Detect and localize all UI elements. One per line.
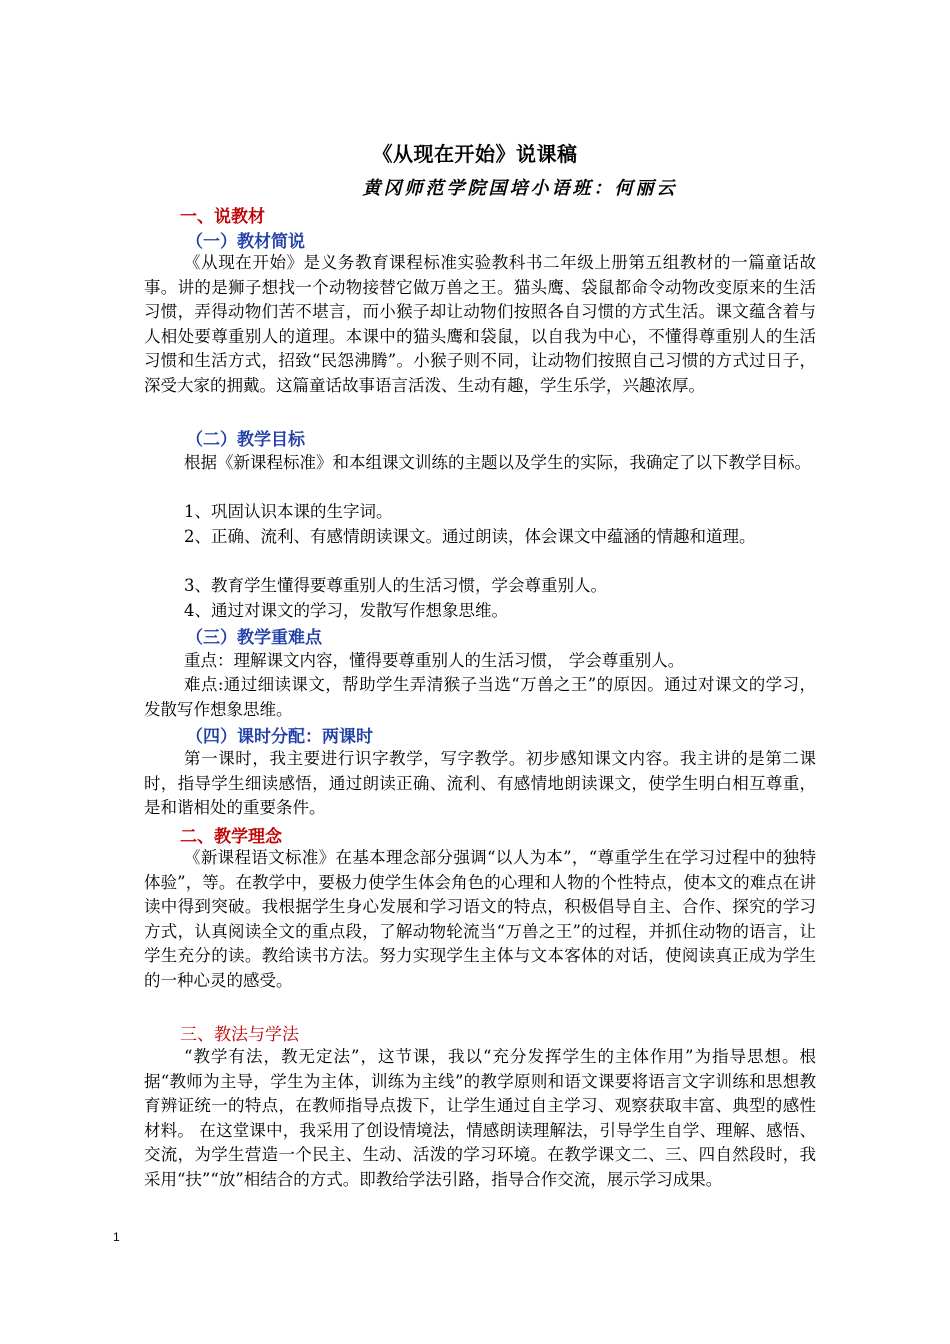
paragraph-difficulty: 难点:通过细读课文，帮助学生弄清猴子当选“万兽之王”的原因。通过对课文的学习，发散写作想象思维。 [144, 675, 816, 719]
goal-item-1: 1、巩固认识本课的生字词。 [184, 502, 393, 521]
paragraph-methods: “教学有法，教无定法”，这节课，我以“充分发挥学生的主体作用”为指导思想。根据“教师为主导，学生为主体，训练为主线”的教学原则和语文课要将语言文字训练和思想教育辨证统一的特点，在教师指导点拨下，让学生通过自主学习、观察获取丰富、典型的感性材料。 在这堂课中，我采用了创设情境法，情感朗读理解法，引导学生自学、理解、感悟、交流，为学生营造一个民主、生动、活泼的学习环境。在教学课文二、三、四自然段时，我采用“扶”“放”相结合的方式。即教给学法引路，指导合作交流，展示学习成果。 [144, 1047, 816, 1189]
paragraph-goals-intro: 根据《新课程标准》和本组课文训练的主题以及学生的实际，我确定了以下教学目标。 [184, 453, 811, 472]
page-title: 《从现在开始》说课稿 [372, 142, 578, 166]
page-number: 1 [113, 1230, 120, 1244]
section-heading-2: 二、教学理念 [180, 827, 282, 847]
subsection-heading-1-2: （二）教学目标 [186, 430, 305, 450]
paragraph-teaching-philosophy: 《新课程语文标准》在基本理念部分强调“以人为本”，“尊重学生在学习过程中的独特体验”，等。在教学中，要极力使学生体会角色的心理和人物的个性特点，使本文的难点在讲读中得到突破。我根据学生身心发展和学习语文的特点，积极倡导自主、合作、探究的学习方式，认真阅读全文的重点段，了解动物轮流当“万兽之王”的过程，并抓住动物的语言，让学生充分的读。教给读书方法。努力实现学生主体与文本客体的对话，使阅读真正成为学生的一种心灵的感受。 [144, 848, 816, 990]
section-heading-1: 一、说教材 [180, 207, 265, 227]
subsection-heading-1-3: （三）教学重难点 [186, 628, 322, 648]
paragraph-lesson-allocation: 第一课时，我主要进行识字教学，写字教学。初步感知课文内容。我主讲的是第二课时，指导学生细读感悟，通过朗读正确、流利、有感情地朗读课文，使学生明白相互尊重，是和谐相处的重要条件。 [144, 749, 816, 818]
goal-item-2: 2、正确、流利、有感情朗读课文。通过朗读，体会课文中蕴涵的情趣和道理。 [184, 527, 756, 546]
subsection-heading-1-4: （四）课时分配：两课时 [186, 727, 373, 747]
paragraph-textbook-intro: 《从现在开始》是义务教育课程标准实验教科书二年级上册第五组教材的一篇童话故事。讲的是狮子想找一个动物接替它做万兽之王。猫头鹰、袋鼠都命令动物改变原来的生活习惯，弄得动物们苦不堪言，而小猴子却让动物们按照各自习惯的方式生活。课文蕴含着与人相处要尊重别人的道理。本课中的猫头鹰和袋鼠，以自我为中心，不懂得尊重别人的生活习惯和生活方式，招致“民怨沸腾”。小猴子则不同，让动物们按照自己习惯的方式过日子，深受大家的拥戴。这篇童话故事语言活泼、生动有趣，学生乐学，兴趣浓厚。 [144, 253, 816, 395]
subsection-heading-1-1: （一）教材简说 [186, 232, 305, 252]
goal-item-4: 4、通过对课文的学习，发散写作想象思维。 [184, 601, 508, 620]
section-heading-3: 三、教法与学法 [180, 1025, 299, 1045]
paragraph-key-point: 重点：理解课文内容，懂得要尊重别人的生活习惯， 学会尊重别人。 [184, 651, 685, 670]
author-line: 黄冈师范学院国培小语班：何丽云 [362, 178, 678, 199]
goal-item-3: 3、教育学生懂得要尊重别人的生活习惯，学会尊重别人。 [184, 576, 607, 595]
